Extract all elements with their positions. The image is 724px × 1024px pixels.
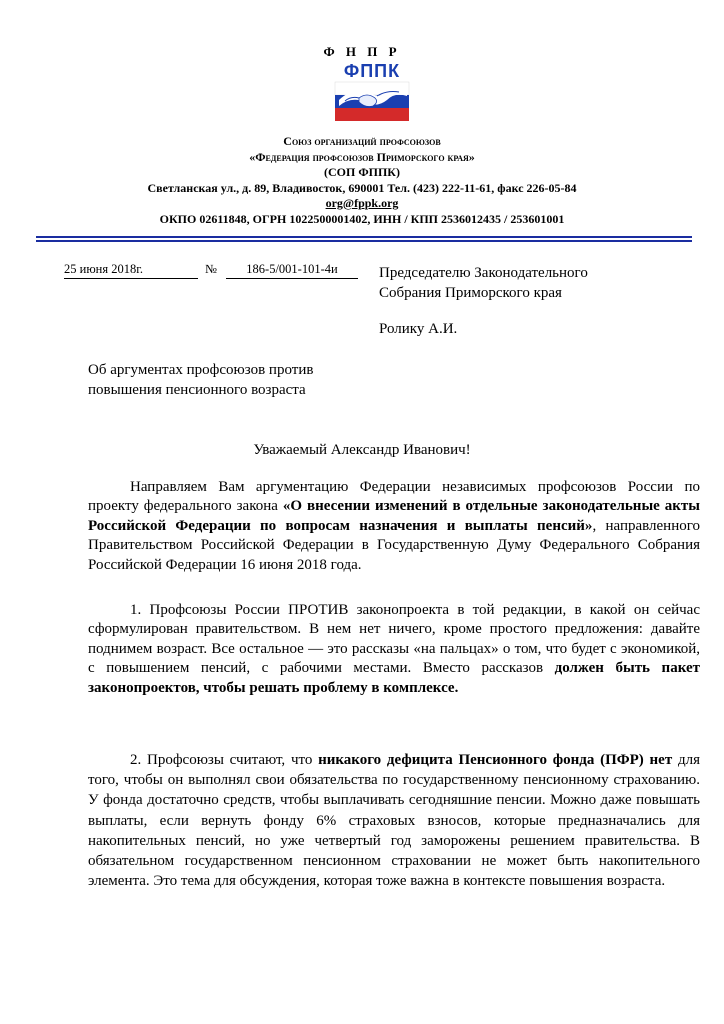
- p3-emphasis: никакого дефицита Пенсионного фонда (ПФР) нет: [318, 752, 673, 768]
- org-name-line2: «Федерация профсоюзов Приморского края»: [249, 149, 475, 164]
- letterhead-divider-top: [36, 236, 692, 238]
- paragraph-point-2: [88, 750, 700, 891]
- addressee-line2: Собрания Приморского края: [379, 285, 562, 301]
- greeting: Уважаемый Александр Иванович!: [253, 442, 471, 458]
- org-codes: ОКПО 02611848, ОГРН 1022500001402, ИНН / КПП 2536012435 / 253601001: [159, 211, 565, 226]
- letter-subject: [88, 360, 313, 400]
- p3-text-c: для того, чтобы он выполнял свои обязательства по государственному пенсионному страхованию. У фонда достаточно средств, чтобы выплачивать сегодняшние пенсии. Можно даже повышать выплаты, если вернуть фонду 6% страховых взносов, которые предназначались для накопительных пенсий, но уже четвертый год заморожены решением правительства. В обязательном государственном пенсионном страховании не может быть накопительного элемента. Это тема для обсуждения, которая тоже важна в контексте повышения возраста.: [88, 752, 700, 890]
- subject-line1: Об аргументах профсоюзов против: [88, 362, 314, 378]
- organization-block: [100, 134, 624, 227]
- org-name-line1: Союз организаций профсоюзов: [283, 134, 441, 148]
- number-sign: №: [205, 262, 217, 276]
- org-short-name: (СОП ФППК): [323, 165, 400, 179]
- letter-number: 186-5/001-101-4и: [226, 262, 358, 279]
- p1-law-title: «О внесении изменений в отдельные законодательные акты Российской Федерации по вопросам назначения и выплаты пенсий»: [88, 498, 700, 534]
- letterhead-divider-bottom: [36, 240, 692, 242]
- p1-text-a: Направляем Вам аргументацию Федерации независимых профсоюзов России по проекту федерального закона: [88, 479, 700, 515]
- federation-abbrev: Ф Н П Р: [323, 44, 401, 59]
- p3-text-a: 2. Профсоюзы считают, что: [130, 752, 319, 768]
- paragraph-point-1: [88, 601, 700, 698]
- p2-emphasis: должен быть пакет законопроектов, чтобы решать проблему в комплексе.: [88, 660, 700, 696]
- p2-text-a: 1. Профсоюзы России ПРОТИВ законопроекта в той редакции, в какой он сейчас сформулирован правительством. В нем нет ничего, кроме простого предложения: давайте поднимем возраст. Все остальное — это рассказы «на пальцах» о том, что будет с экономикой, с повышением пенсий, с рабочими местами. Вместо рассказов: [88, 602, 700, 677]
- org-email-link[interactable]: org@fppk.org: [325, 196, 399, 210]
- org-address: Светланская ул., д. 89, Владивосток, 690001 Тел. (423) 222-11-61, факс 226-05-84: [147, 180, 577, 195]
- logo-title: ФППК: [343, 61, 401, 81]
- subject-line2: повышения пенсионного возраста: [88, 382, 306, 398]
- fppk-logo: [331, 60, 413, 124]
- addressee-line1: Председателю Законодательного: [379, 265, 588, 281]
- letter-date: 25 июня 2018г.: [64, 262, 198, 279]
- addressee-block: [379, 263, 588, 303]
- addressee-name: Ролику А.И.: [379, 321, 458, 337]
- paragraph-intro: [88, 478, 700, 575]
- p1-text-c: , направленного Правительством Российской Федерации в Государственную Думу Федерального Собрания Российской Федерации 16 июня 2018 года.: [88, 517, 700, 573]
